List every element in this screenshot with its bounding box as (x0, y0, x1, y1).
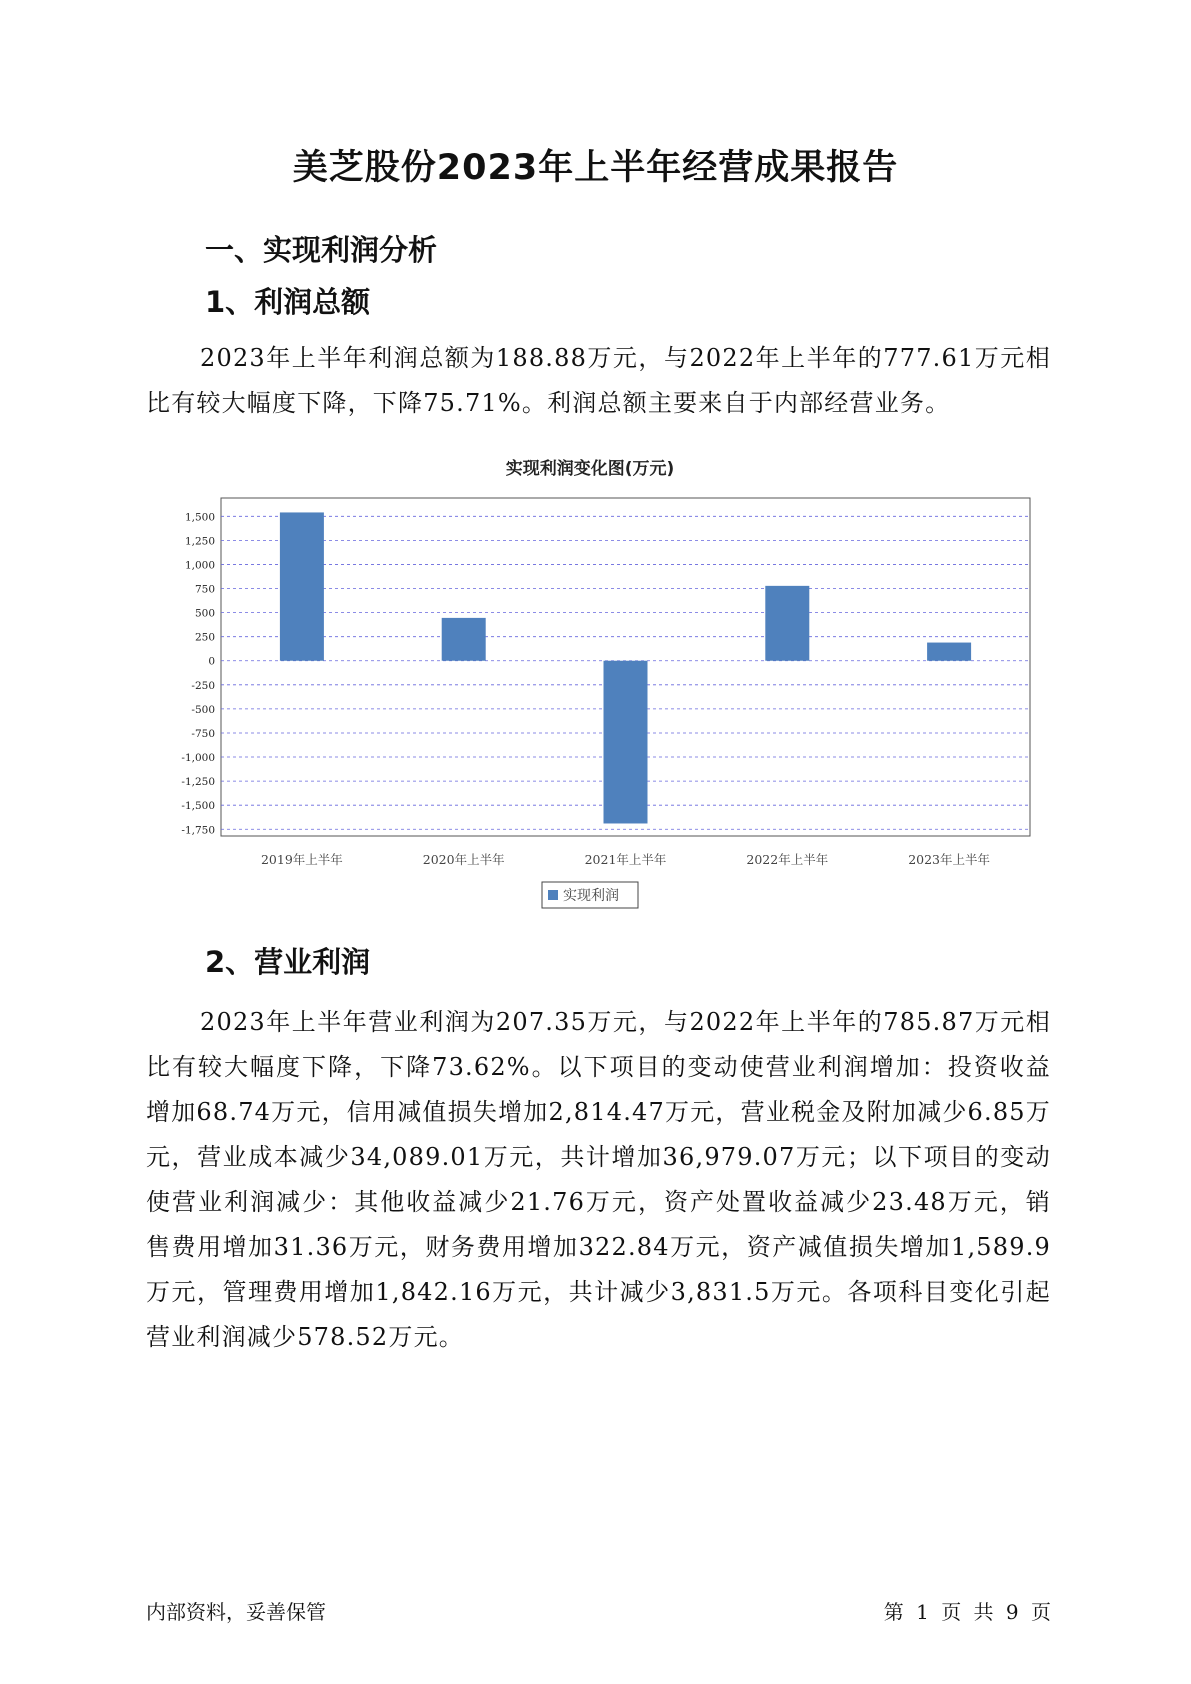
x-tick-label: 2021年上半年 (584, 852, 667, 867)
chart-title: 实现利润变化图(万元) (505, 459, 675, 479)
x-tick-label: 2020年上半年 (422, 852, 505, 867)
report-title: 美芝股份2023年上半年经营成果报告 (292, 148, 899, 188)
legend-label: 实现利润 (563, 888, 619, 904)
y-tick-label: -750 (191, 727, 215, 740)
y-tick-label: -500 (191, 703, 215, 716)
profit-bar-chart (140, 450, 1040, 910)
y-tick-label: 500 (194, 607, 215, 620)
y-tick-label: -1,750 (181, 824, 215, 837)
y-tick-label: -1,000 (181, 752, 215, 765)
footer-confidential-note: 内部资料，妥善保管 (146, 1600, 326, 1624)
x-tick-label: 2022年上半年 (746, 852, 829, 867)
paragraph-operating-profit: 2023年上半年营业利润为207.35万元，与2022年上半年的785.87万元相比有较大幅度下降，下降73.62%。以下项目的变动使营业利润增加：投资收益增加68.74万元，信用减值损失增加2,814.47万元，营业税金及附加减少6.85万元，营业成本减少34,089.01万元，共计增加36,979.07万元；以下项目的变动使营业利润减少：其他收益减少21.76万元，资产处置收益减少23.48万元，销售费用增加31.36万元，财务费用增加322.84万元，资产减值损失增加1,589.9万元，管理费用增加1,842.16万元，共计减少3,831.5万元。各项科目变化引起营业利润减少578.52万元。 (146, 1008, 1051, 1351)
x-tick-label: 2019年上半年 (260, 852, 343, 867)
paragraph-total-profit: 2023年上半年利润总额为188.88万元，与2022年上半年的777.61万元相比有较大幅度下降，下降75.71%。利润总额主要来自于内部经营业务。 (146, 344, 1051, 417)
y-tick-label: 250 (194, 631, 215, 644)
chart-svg (140, 450, 1040, 910)
y-tick-label: 0 (208, 655, 215, 668)
y-tick-label: 1,250 (184, 535, 215, 548)
y-tick-label: 1,500 (184, 511, 215, 524)
bar (765, 586, 809, 661)
section-heading-profit-analysis: 一、实现利润分析 (205, 233, 438, 267)
bar (604, 661, 648, 824)
legend-swatch (548, 890, 558, 900)
footer-page-number: 第 1 页 共 9 页 (883, 1600, 1051, 1624)
y-tick-label: -250 (191, 679, 215, 692)
bar (927, 643, 971, 661)
y-tick-label: -1,250 (181, 776, 215, 789)
y-tick-label: 750 (194, 583, 215, 596)
bar (280, 512, 324, 660)
x-tick-label: 2023年上半年 (908, 852, 991, 867)
bar (442, 618, 486, 661)
y-tick-label: -1,500 (181, 800, 215, 813)
subheading-operating-profit: 2、营业利润 (205, 945, 371, 979)
subheading-total-profit: 1、利润总额 (205, 285, 371, 319)
y-tick-label: 1,000 (184, 559, 215, 572)
